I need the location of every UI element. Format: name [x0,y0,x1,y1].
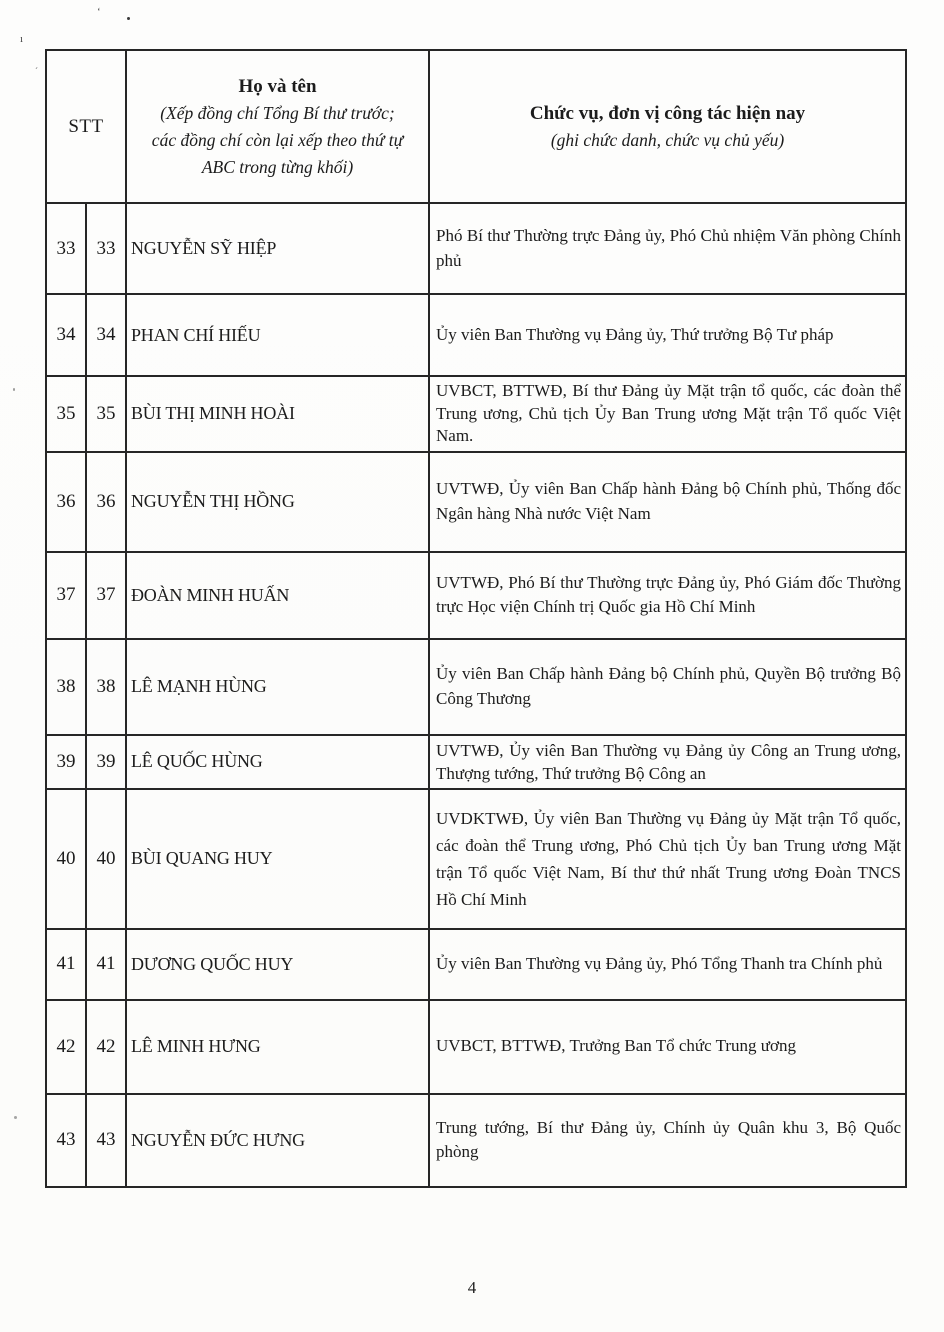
stt-cell: 34 [46,294,86,376]
table-row [46,735,906,789]
table-row [46,1000,906,1094]
stt-cell-2: 36 [86,452,126,552]
name-cell: BÙI QUANG HUY [126,789,429,929]
header-name-subtitle: ABC trong từng khối) [201,156,354,177]
stt-cell: 40 [46,789,86,929]
stt-cell: 35 [46,376,86,452]
officials-table [45,49,907,1188]
table-row [46,552,906,639]
position-cell: UVTWĐ, Phó Bí thư Thường trực Đảng ủy, Phó Giám đốc Thường trực Học viện Chính trị Quốc gia Hồ Chí Minh [429,552,906,639]
position-cell: UVBCT, BTTWĐ, Bí thư Đảng ủy Mặt trận tổ quốc, các đoàn thể Trung ương, Chủ tịch Ủy Ban Trung ương Mặt trận Tổ quốc Việt Nam. [429,376,906,452]
table-row [46,1094,906,1187]
name-cell: LÊ QUỐC HÙNG [126,735,429,789]
name-cell: DƯƠNG QUỐC HUY [126,929,429,1000]
stt-cell: 42 [46,1000,86,1094]
header-stt: STT [46,50,126,203]
table-row [46,376,906,452]
position-cell: Ủy viên Ban Thường vụ Đảng ủy, Thứ trưởng Bộ Tư pháp [429,294,906,376]
stt-cell-2: 40 [86,789,126,929]
position-cell: Trung tướng, Bí thư Đảng ủy, Chính ủy Quân khu 3, Bộ Quốc phòng [429,1094,906,1187]
stt-cell: 37 [46,552,86,639]
name-cell: ĐOÀN MINH HUẤN [126,552,429,639]
stt-cell: 43 [46,1094,86,1187]
name-cell: NGUYỄN THỊ HỒNG [126,452,429,552]
table-row [46,929,906,1000]
stt-cell-2: 38 [86,639,126,735]
position-cell: Ủy viên Ban Thường vụ Đảng ủy, Phó Tổng Thanh tra Chính phủ [429,929,906,1000]
header-position-subtitle: (ghi chức danh, chức vụ chủ yếu) [550,129,785,150]
stt-cell: 33 [46,203,86,294]
stt-cell: 41 [46,929,86,1000]
name-cell: BÙI THỊ MINH HOÀI [126,376,429,452]
scan-speck: ı [20,33,24,45]
header-name [126,50,429,203]
scan-speck [127,17,130,20]
table-row [46,452,906,552]
position-cell: Ủy viên Ban Chấp hành Đảng bộ Chính phủ, Quyền Bộ trưởng Bộ Công Thương [429,639,906,735]
stt-cell-2: 41 [86,929,126,1000]
stt-cell-2: 43 [86,1094,126,1187]
page-number: 4 [467,1278,477,1297]
header-name-subtitle: các đồng chí còn lại xếp theo thứ tự [151,129,404,150]
position-cell: UVTWĐ, Ủy viên Ban Thường vụ Đảng ủy Công an Trung ương, Thượng tướng, Thứ trưởng Bộ Công an [429,735,906,789]
position-cell: UVDKTWĐ, Ủy viên Ban Thường vụ Đảng ủy Mặt trận Tổ quốc, các đoàn thể Trung ương, Phó Chủ tịch Ủy ban Trung ương Mặt trận Tổ quốc Việt Nam, Bí thư thứ nhất Trung ương Đoàn TNCS Hồ Chí Minh [429,789,906,929]
position-cell: UVTWĐ, Ủy viên Ban Chấp hành Đảng bộ Chính phủ, Thống đốc Ngân hàng Nhà nước Việt Nam [429,452,906,552]
stt-cell-2: 33 [86,203,126,294]
name-cell: PHAN CHÍ HIẾU [126,294,429,376]
header-position [429,50,906,203]
stt-cell-2: 34 [86,294,126,376]
table-row [46,639,906,735]
name-cell: NGUYỄN SỸ HIỆP [126,203,429,294]
scan-speck: ‘ [97,6,101,18]
scan-speck [14,1116,17,1119]
stt-cell: 38 [46,639,86,735]
scan-speck [13,388,15,391]
name-cell: NGUYỄN ĐỨC HƯNG [126,1094,429,1187]
position-cell: UVBCT, BTTWĐ, Trưởng Ban Tổ chức Trung ương [429,1000,906,1094]
name-cell: LÊ MINH HƯNG [126,1000,429,1094]
stt-cell-2: 39 [86,735,126,789]
stt-cell: 36 [46,452,86,552]
scan-speck: ´ [35,66,38,76]
stt-cell-2: 42 [86,1000,126,1094]
header-position-title: Chức vụ, đơn vị công tác hiện nay [529,102,806,124]
table-row [46,203,906,294]
stt-cell: 39 [46,735,86,789]
table-row [46,294,906,376]
name-cell: LÊ MẠNH HÙNG [126,639,429,735]
stt-cell-2: 37 [86,552,126,639]
stt-cell-2: 35 [86,376,126,452]
table-header-row [46,50,906,203]
header-name-subtitle: (Xếp đồng chí Tổng Bí thư trước; [160,102,395,123]
table-row [46,789,906,929]
header-name-title: Họ và tên [238,75,317,97]
position-cell: Phó Bí thư Thường trực Đảng ủy, Phó Chủ nhiệm Văn phòng Chính phủ [429,203,906,294]
